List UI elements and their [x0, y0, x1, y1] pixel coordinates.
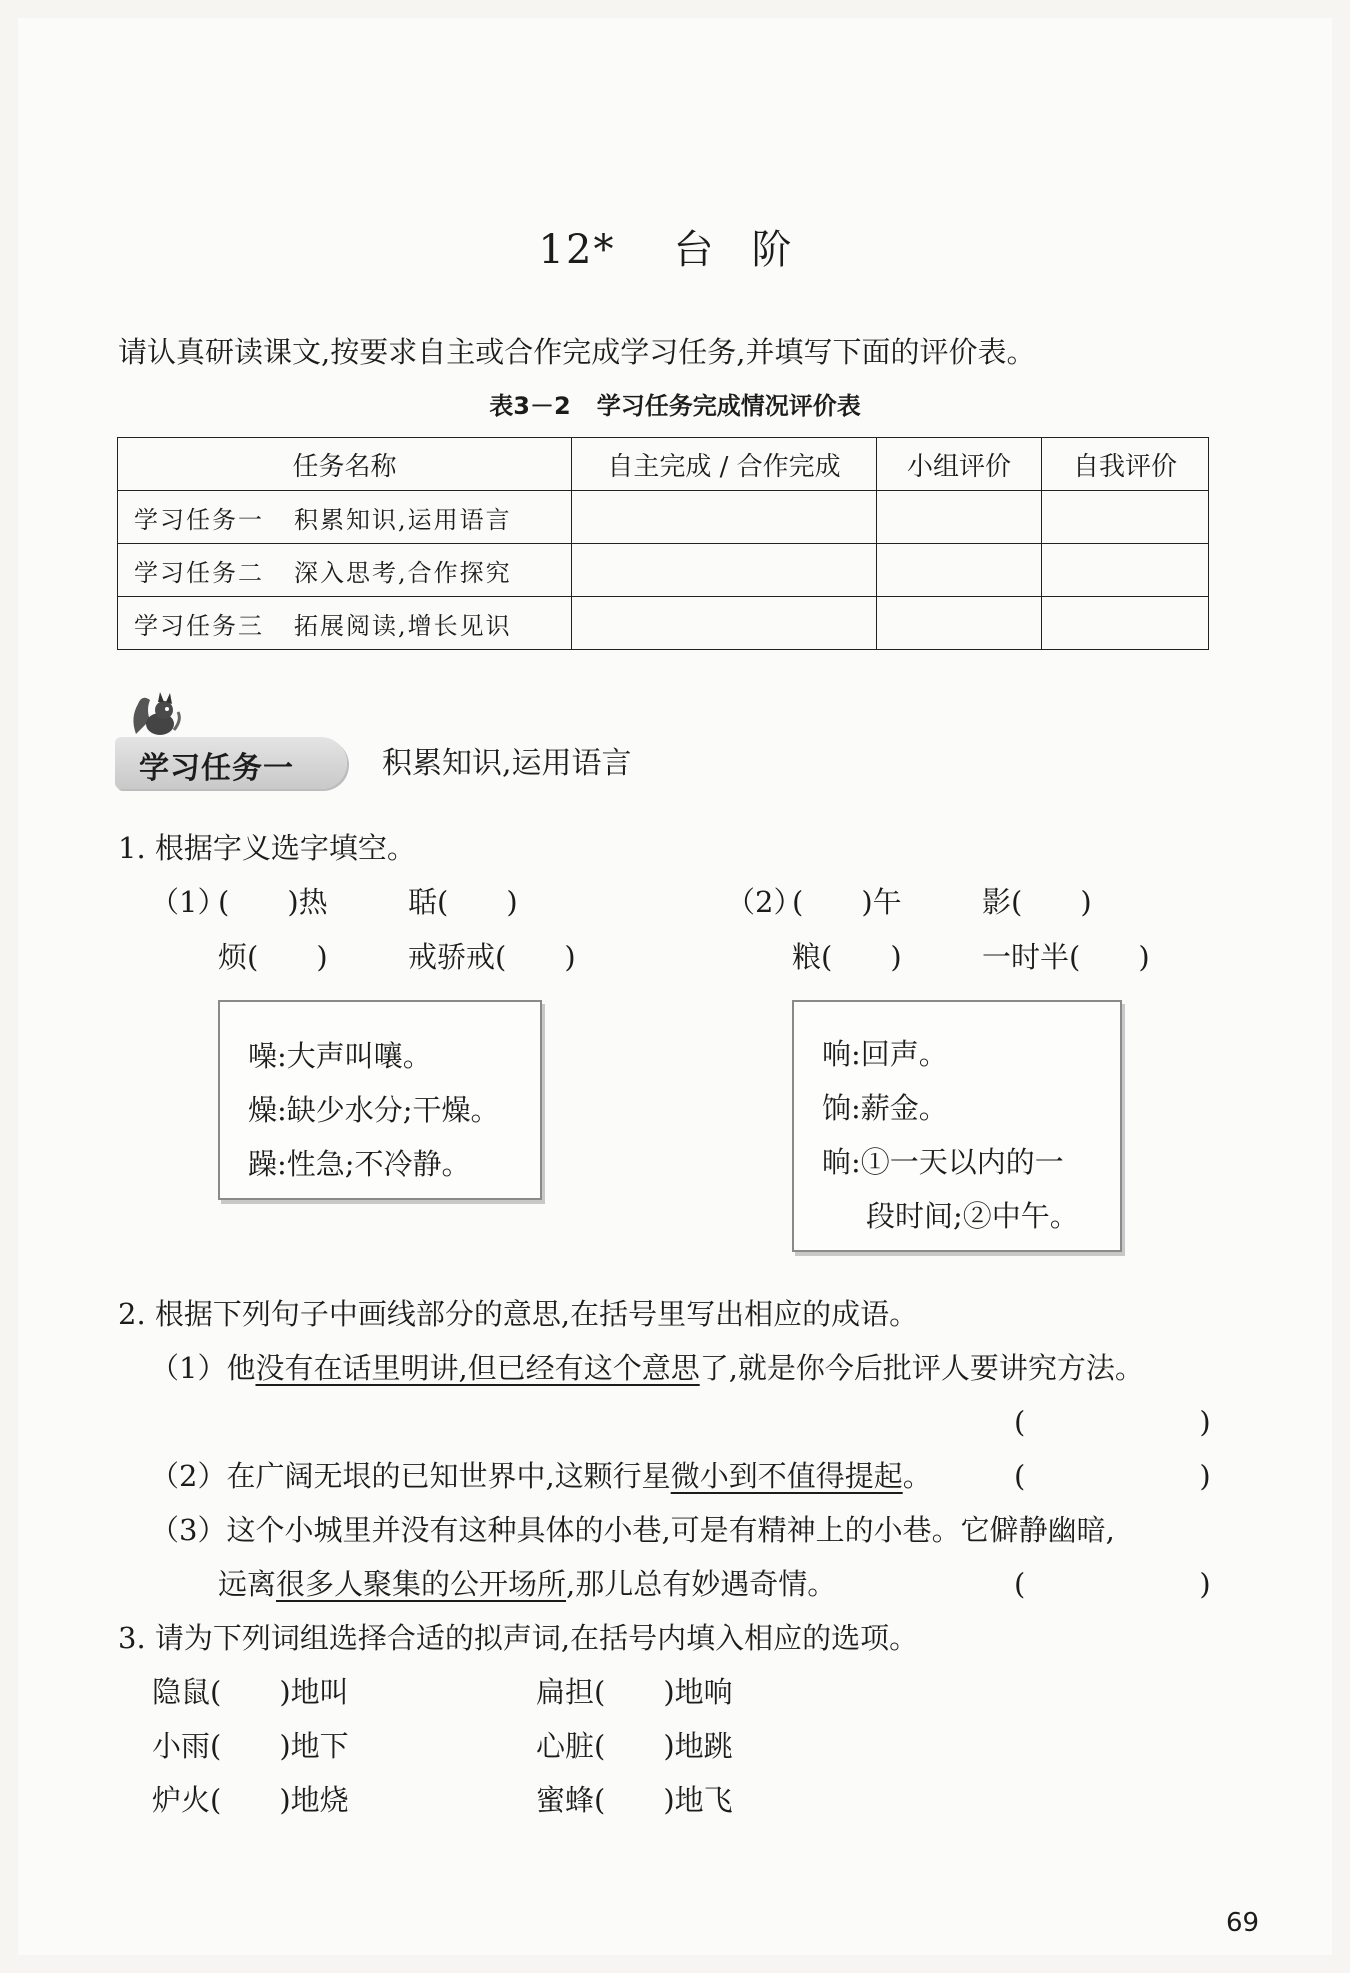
definition-line: 燥:缺少水分;干燥。 — [248, 1093, 500, 1127]
q2-stem: 2. 根据下列句子中画线部分的意思,在括号里写出相应的成语。 — [118, 1297, 919, 1331]
page-number: 69 — [1226, 1908, 1260, 1938]
q3-item[interactable]: 扁担( )地响 — [536, 1675, 733, 1709]
q1-blank[interactable]: 烦( ) — [218, 940, 328, 974]
q2-s2 — [150, 1454, 932, 1495]
q3-item[interactable]: 隐鼠( )地叫 — [152, 1675, 349, 1709]
q2-s3-line2 — [218, 1562, 836, 1603]
lesson-title-char-1: 台 — [673, 227, 716, 273]
q3-item[interactable]: 蜜蜂( )地飞 — [536, 1783, 733, 1817]
table-row — [118, 491, 1209, 544]
lesson-title — [0, 218, 1350, 275]
q1-blank[interactable]: ( )午 — [792, 885, 902, 919]
lesson-title-char-2: 阶 — [751, 227, 794, 273]
q1-blank[interactable]: 一时半( ) — [982, 940, 1150, 974]
q1-blank[interactable]: 聒( ) — [408, 885, 518, 919]
task-id: 学习任务一 — [134, 505, 264, 534]
q2-s3-post: ,那儿总有妙遇奇情。 — [566, 1567, 837, 1601]
evaluation-table — [117, 437, 1209, 650]
q2-s2-underlined: 微小到不值得提起 — [670, 1459, 903, 1493]
definition-line: 响:回声。 — [822, 1037, 948, 1071]
definition-line: 噪:大声叫嚷。 — [248, 1039, 432, 1073]
page-sheet — [18, 18, 1332, 1955]
section-badge — [115, 737, 347, 789]
q2-s2-post: 。 — [902, 1459, 932, 1493]
intro-text: 请认真研读课文,按要求自主或合作完成学习任务,并填写下面的评价表。 — [118, 335, 1036, 369]
q2-s1-label: （1） — [150, 1351, 227, 1385]
header-group-eval: 小组评价 — [877, 438, 1042, 491]
q1-blank[interactable]: ( )热 — [218, 885, 328, 919]
q1-group1-label: （1） — [150, 885, 227, 919]
self-eval-cell[interactable] — [1042, 544, 1209, 597]
q2-s3-line1 — [150, 1508, 1115, 1549]
completion-cell[interactable] — [572, 491, 877, 544]
task-cell — [118, 597, 572, 650]
squirrel-icon — [128, 690, 184, 738]
table-row — [118, 544, 1209, 597]
definition-line: 饷:薪金。 — [822, 1091, 948, 1125]
task-name: 深入思考,合作探究 — [294, 558, 512, 587]
q3-item[interactable]: 炉火( )地烧 — [152, 1783, 349, 1817]
task-name: 拓展阅读,增长见识 — [294, 611, 512, 640]
q1-stem: 1. 根据字义选字填空。 — [118, 831, 416, 865]
q1-blank[interactable]: 影( ) — [982, 885, 1092, 919]
self-eval-cell[interactable] — [1042, 491, 1209, 544]
answer-blank[interactable]: ( ) — [1014, 1459, 1211, 1493]
q2-s2-pre: 在广阔无垠的已知世界中,这颗行星 — [226, 1459, 671, 1493]
q2-s1-pre: 他 — [226, 1351, 256, 1385]
q1-group2-label: （2） — [726, 885, 803, 919]
section-badge-label: 学习任务一 — [139, 751, 294, 786]
self-eval-cell[interactable] — [1042, 597, 1209, 650]
q2-s3-underlined: 很多人聚集的公开场所 — [276, 1567, 567, 1601]
task-cell — [118, 544, 572, 597]
definition-box-1 — [218, 1000, 542, 1200]
header-self-eval: 自我评价 — [1042, 438, 1209, 491]
table-caption-text: 学习任务完成情况评价表 — [596, 392, 861, 420]
completion-cell[interactable] — [572, 544, 877, 597]
q1-blank[interactable]: 戒骄戒( ) — [408, 940, 576, 974]
task-cell — [118, 491, 572, 544]
table-caption-label: 表3－2 — [489, 392, 571, 420]
q1-blank[interactable]: 粮( ) — [792, 940, 902, 974]
definition-line: 段时间;②中午。 — [866, 1199, 1079, 1233]
q2-s3-pre: 远离 — [218, 1567, 277, 1601]
q3-item[interactable]: 小雨( )地下 — [152, 1729, 349, 1763]
q3-stem: 3. 请为下列词组选择合适的拟声词,在括号内填入相应的选项。 — [118, 1621, 919, 1655]
group-eval-cell[interactable] — [877, 491, 1042, 544]
section-title: 积累知识,运用语言 — [382, 746, 632, 781]
lesson-number: 12* — [538, 227, 616, 273]
answer-blank[interactable]: ( ) — [1014, 1405, 1211, 1439]
definition-line: 躁:性急;不冷静。 — [248, 1147, 471, 1181]
completion-cell[interactable] — [572, 597, 877, 650]
q2-s3-text: 这个小城里并没有这种具体的小巷,可是有精神上的小巷。它僻静幽暗, — [226, 1513, 1115, 1547]
q2-s1-underlined: 没有在话里明讲,但已经有这个意思 — [255, 1351, 700, 1385]
table-caption — [0, 386, 1350, 421]
table-header-row — [118, 438, 1209, 491]
task-name: 积累知识,运用语言 — [294, 505, 512, 534]
header-completion: 自主完成 / 合作完成 — [572, 438, 877, 491]
task-id: 学习任务二 — [134, 558, 264, 587]
q2-s1 — [150, 1346, 1144, 1387]
q2-s2-label: （2） — [150, 1459, 227, 1493]
header-task-name: 任务名称 — [118, 438, 572, 491]
group-eval-cell[interactable] — [877, 544, 1042, 597]
table-row — [118, 597, 1209, 650]
task-id: 学习任务三 — [134, 611, 264, 640]
definition-box-2 — [792, 1000, 1122, 1252]
q2-s3-label: （3） — [150, 1513, 227, 1547]
definition-line: 晌:①一天以内的一 — [822, 1145, 1064, 1179]
q2-s1-post: 了,就是你今后批评人要讲究方法。 — [699, 1351, 1144, 1385]
answer-blank[interactable]: ( ) — [1014, 1567, 1211, 1601]
q3-item[interactable]: 心脏( )地跳 — [536, 1729, 733, 1763]
group-eval-cell[interactable] — [877, 597, 1042, 650]
